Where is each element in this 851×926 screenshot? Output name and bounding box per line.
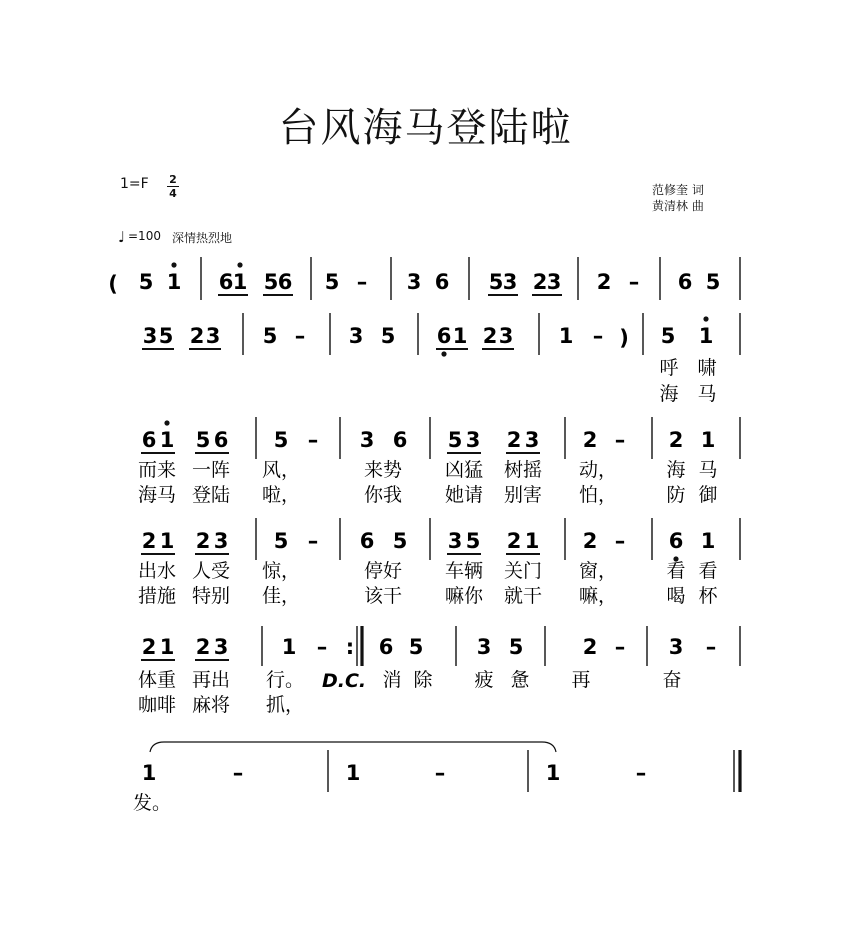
lyric-syllable: 海 [666,459,686,481]
lyric-syllable: 车辆 [444,560,484,582]
dash-note: – [356,270,368,294]
note-5: 5 [263,270,279,294]
lyric-syllable: 马 [698,459,718,481]
note-3: 3 [498,324,514,348]
lyric-syllable: 怕， [578,484,618,506]
lyric-syllable: 嘛， [578,585,618,607]
dash-note: – [307,529,319,553]
dash-note: – [614,428,626,452]
note-5: 5 [195,428,211,452]
note-1: 1 [281,635,297,659]
note-1: 1 [524,529,540,553]
lyric-syllable: 看 [698,560,718,582]
lyric-syllable: 奋 [662,669,682,691]
lyric-syllable: 看 [666,560,686,582]
note-3: 3 [447,529,463,553]
note-6: 6 [677,270,693,294]
lyric-syllable: 体重 [137,669,177,691]
note-5: 5 [660,324,676,348]
note-2: 2 [582,428,598,452]
lyric-syllable: 登陆 [191,484,231,506]
note-1: 1 [232,270,248,294]
note-6: 6 [392,428,408,452]
note-5: 5 [324,270,340,294]
note-3: 3 [213,635,229,659]
dash-note: – [635,761,647,785]
note-5: 5 [508,635,524,659]
note-1: 1 [700,428,716,452]
note-1: 1 [698,324,714,348]
lyric-syllable: 防 [666,484,686,506]
lyric-syllable: 消 [382,669,402,691]
note-2: 2 [141,529,157,553]
lyric-syllable: 而来 [137,459,177,481]
dc-marking: D.C. [322,670,367,692]
note-5: 5 [488,270,504,294]
note-1: 1 [159,428,175,452]
tie-slur [150,742,556,752]
close-paren: ) [619,326,629,350]
lyric-syllable: 呼 [659,357,679,379]
lyric-syllable: 惫 [510,669,530,691]
note-1: 1 [558,324,574,348]
note-5: 5 [447,428,463,452]
octave-dot [441,351,446,356]
note-2: 2 [506,428,522,452]
octave-dot [164,420,169,425]
lyric-syllable: 佳， [261,585,301,607]
dash-note: – [705,635,717,659]
note-5: 5 [408,635,424,659]
note-2: 2 [506,529,522,553]
note-6: 6 [277,270,293,294]
note-6: 6 [141,428,157,452]
note-1: 1 [545,761,561,785]
dash-note: – [628,270,640,294]
dash-note: – [614,529,626,553]
expression-marking: 深情热烈地 [172,231,233,245]
dash-note: – [232,761,244,785]
lyric-syllable: 一阵 [191,459,231,481]
lyric-syllable: 别害 [503,484,543,506]
note-5: 5 [465,529,481,553]
note-5: 5 [273,428,289,452]
note-3: 3 [524,428,540,452]
note-5: 5 [705,270,721,294]
lyric-syllable: 就干 [503,585,543,607]
lyric-syllable: 惊， [261,560,301,582]
key-signature: 1=F [120,176,149,192]
note-3: 3 [502,270,518,294]
lyric-syllable: 除 [413,669,433,691]
lyric-syllable: 啸 [697,357,717,379]
note-2: 2 [668,428,684,452]
lyric-syllable: 措施 [137,585,177,607]
lyric-syllable: 杯 [698,585,718,607]
time-signature-bottom: 4 [169,187,177,200]
note-1: 1 [166,270,182,294]
note-1: 1 [345,761,361,785]
lyric-syllable: 动， [578,459,618,481]
note-3: 3 [668,635,684,659]
note-2: 2 [596,270,612,294]
note-1: 1 [141,761,157,785]
lyric-syllable: 出水 [137,560,177,582]
note-3: 3 [213,529,229,553]
note-1: 1 [452,324,468,348]
repeat-dots: : [345,635,355,659]
note-2: 2 [482,324,498,348]
time-signature-top: 2 [169,173,177,186]
note-5: 5 [380,324,396,348]
note-3: 3 [546,270,562,294]
song-title: 台风海马登陆啦 [278,105,573,151]
lyric-syllable: 来势 [363,459,403,481]
lyric-syllable: 咖啡 [137,694,177,716]
lyric-syllable: 特别 [191,585,231,607]
lyric-syllable: 树摇 [503,459,543,481]
note-5: 5 [138,270,154,294]
lyric-syllable: 她请 [444,484,484,506]
lyricist-credit: 范修奎 词 [652,183,704,197]
note-3: 3 [465,428,481,452]
note-3: 3 [359,428,375,452]
note-2: 2 [195,529,211,553]
lyric-syllable: 喝 [666,585,686,607]
note-3: 3 [406,270,422,294]
octave-dot [171,262,176,267]
lyric-syllable: 啦， [261,484,301,506]
note-2: 2 [582,529,598,553]
note-2: 2 [532,270,548,294]
note-2: 2 [141,635,157,659]
lyric-syllable: 麻将 [191,694,231,716]
lyric-syllable: 关门 [503,560,543,582]
note-3: 3 [348,324,364,348]
lyric-syllable: 停好 [363,560,403,582]
lyric-syllable: 窗， [578,560,618,582]
note-3: 3 [205,324,221,348]
note-2: 2 [189,324,205,348]
note-6: 6 [378,635,394,659]
octave-dot [237,262,242,267]
note-6: 6 [434,270,450,294]
note-2: 2 [195,635,211,659]
open-paren: ( [108,272,118,296]
note-6: 6 [668,529,684,553]
note-2: 2 [582,635,598,659]
tempo-marking: =100 [128,229,161,243]
lyric-syllable: 凶猛 [444,459,484,481]
note-5: 5 [158,324,174,348]
lyric-syllable: 发。 [132,792,172,814]
note-3: 3 [142,324,158,348]
note-5: 5 [392,529,408,553]
lyric-syllable: 海马 [137,484,177,506]
note-5: 5 [273,529,289,553]
note-6: 6 [218,270,234,294]
note-6: 6 [436,324,452,348]
lyric-syllable: 疲 [474,669,494,691]
lyric-syllable: 马 [697,383,717,405]
lyric-syllable: 风， [261,459,301,481]
quarter-note-icon: ♩ [118,228,126,246]
note-1: 1 [159,635,175,659]
dash-note: – [307,428,319,452]
note-3: 3 [476,635,492,659]
dash-note: – [592,324,604,348]
lyric-syllable: 行。 [265,669,305,691]
note-1: 1 [159,529,175,553]
dash-note: – [316,635,328,659]
lyric-syllable: 再出 [191,669,231,691]
lyric-syllable: 御 [698,484,718,506]
dash-note: – [614,635,626,659]
octave-dot [703,316,708,321]
lyric-syllable: 嘛你 [444,585,484,607]
note-6: 6 [213,428,229,452]
lyric-syllable: 人受 [191,560,231,582]
note-5: 5 [262,324,278,348]
lyric-syllable: 海 [659,383,679,405]
lyric-syllable: 抓， [265,694,305,716]
dash-note: – [434,761,446,785]
dash-note: – [294,324,306,348]
note-1: 1 [700,529,716,553]
lyric-syllable: 再 [571,669,591,691]
lyric-syllable: 你我 [363,484,403,506]
composer-credit: 黄清林 曲 [652,199,704,213]
note-6: 6 [359,529,375,553]
lyric-syllable: 该干 [363,585,403,607]
